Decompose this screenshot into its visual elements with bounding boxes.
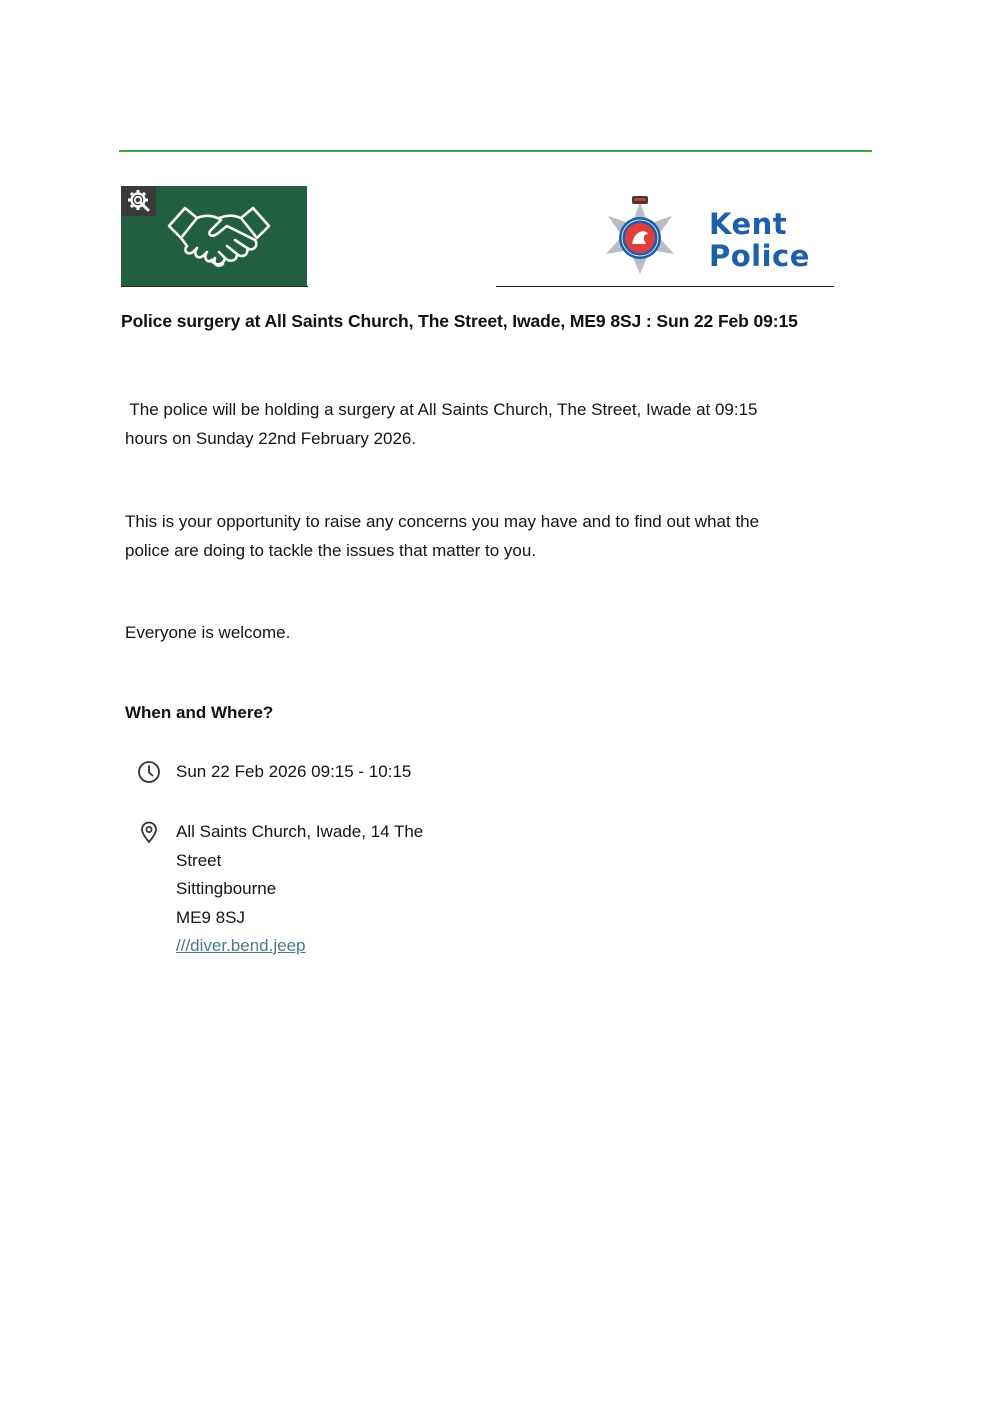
when-where-heading: When and Where?: [125, 703, 274, 722]
event-time-text: Sun 22 Feb 2026 09:15 - 10:15: [176, 762, 412, 781]
welcome-paragraph: Everyone is welcome.: [125, 623, 291, 642]
map-pin-icon: [137, 820, 161, 844]
intro-paragraph: The police will be holding a surgery at All Saints Church, The Street, Iwade at 09:15 hours on Sunday 22nd February 2026.: [125, 400, 758, 448]
police-star-crest-icon: [592, 188, 688, 284]
event-location-text: All Saints Church, Iwade, 14 The Street Sittingbourne ME9 8SJ ///diver.bend.jeep: [176, 822, 424, 955]
event-time-row: [137, 758, 411, 787]
handshake-icon: [165, 200, 273, 276]
what3words-link[interactable]: ///diver.bend.jeep: [176, 936, 306, 955]
logo-underline: [496, 286, 834, 287]
clock-icon: [137, 760, 161, 784]
top-divider: [119, 150, 872, 152]
page-title: Police surgery at All Saints Church, The Street, Iwade, ME9 8SJ : Sun 22 Feb 09:15: [121, 311, 798, 331]
kent-police-logo: [592, 188, 832, 283]
event-location-row: [137, 818, 423, 961]
tools-gear-wrench-icon: [121, 186, 156, 216]
opportunity-paragraph: This is your opportunity to raise any concerns you may have and to find out what the police are doing to tackle the issues that matter to you.: [125, 512, 760, 560]
logo-text-kent: Kent: [709, 207, 788, 241]
banner-underline: [121, 286, 308, 287]
logo-text-police: Police: [709, 239, 810, 273]
